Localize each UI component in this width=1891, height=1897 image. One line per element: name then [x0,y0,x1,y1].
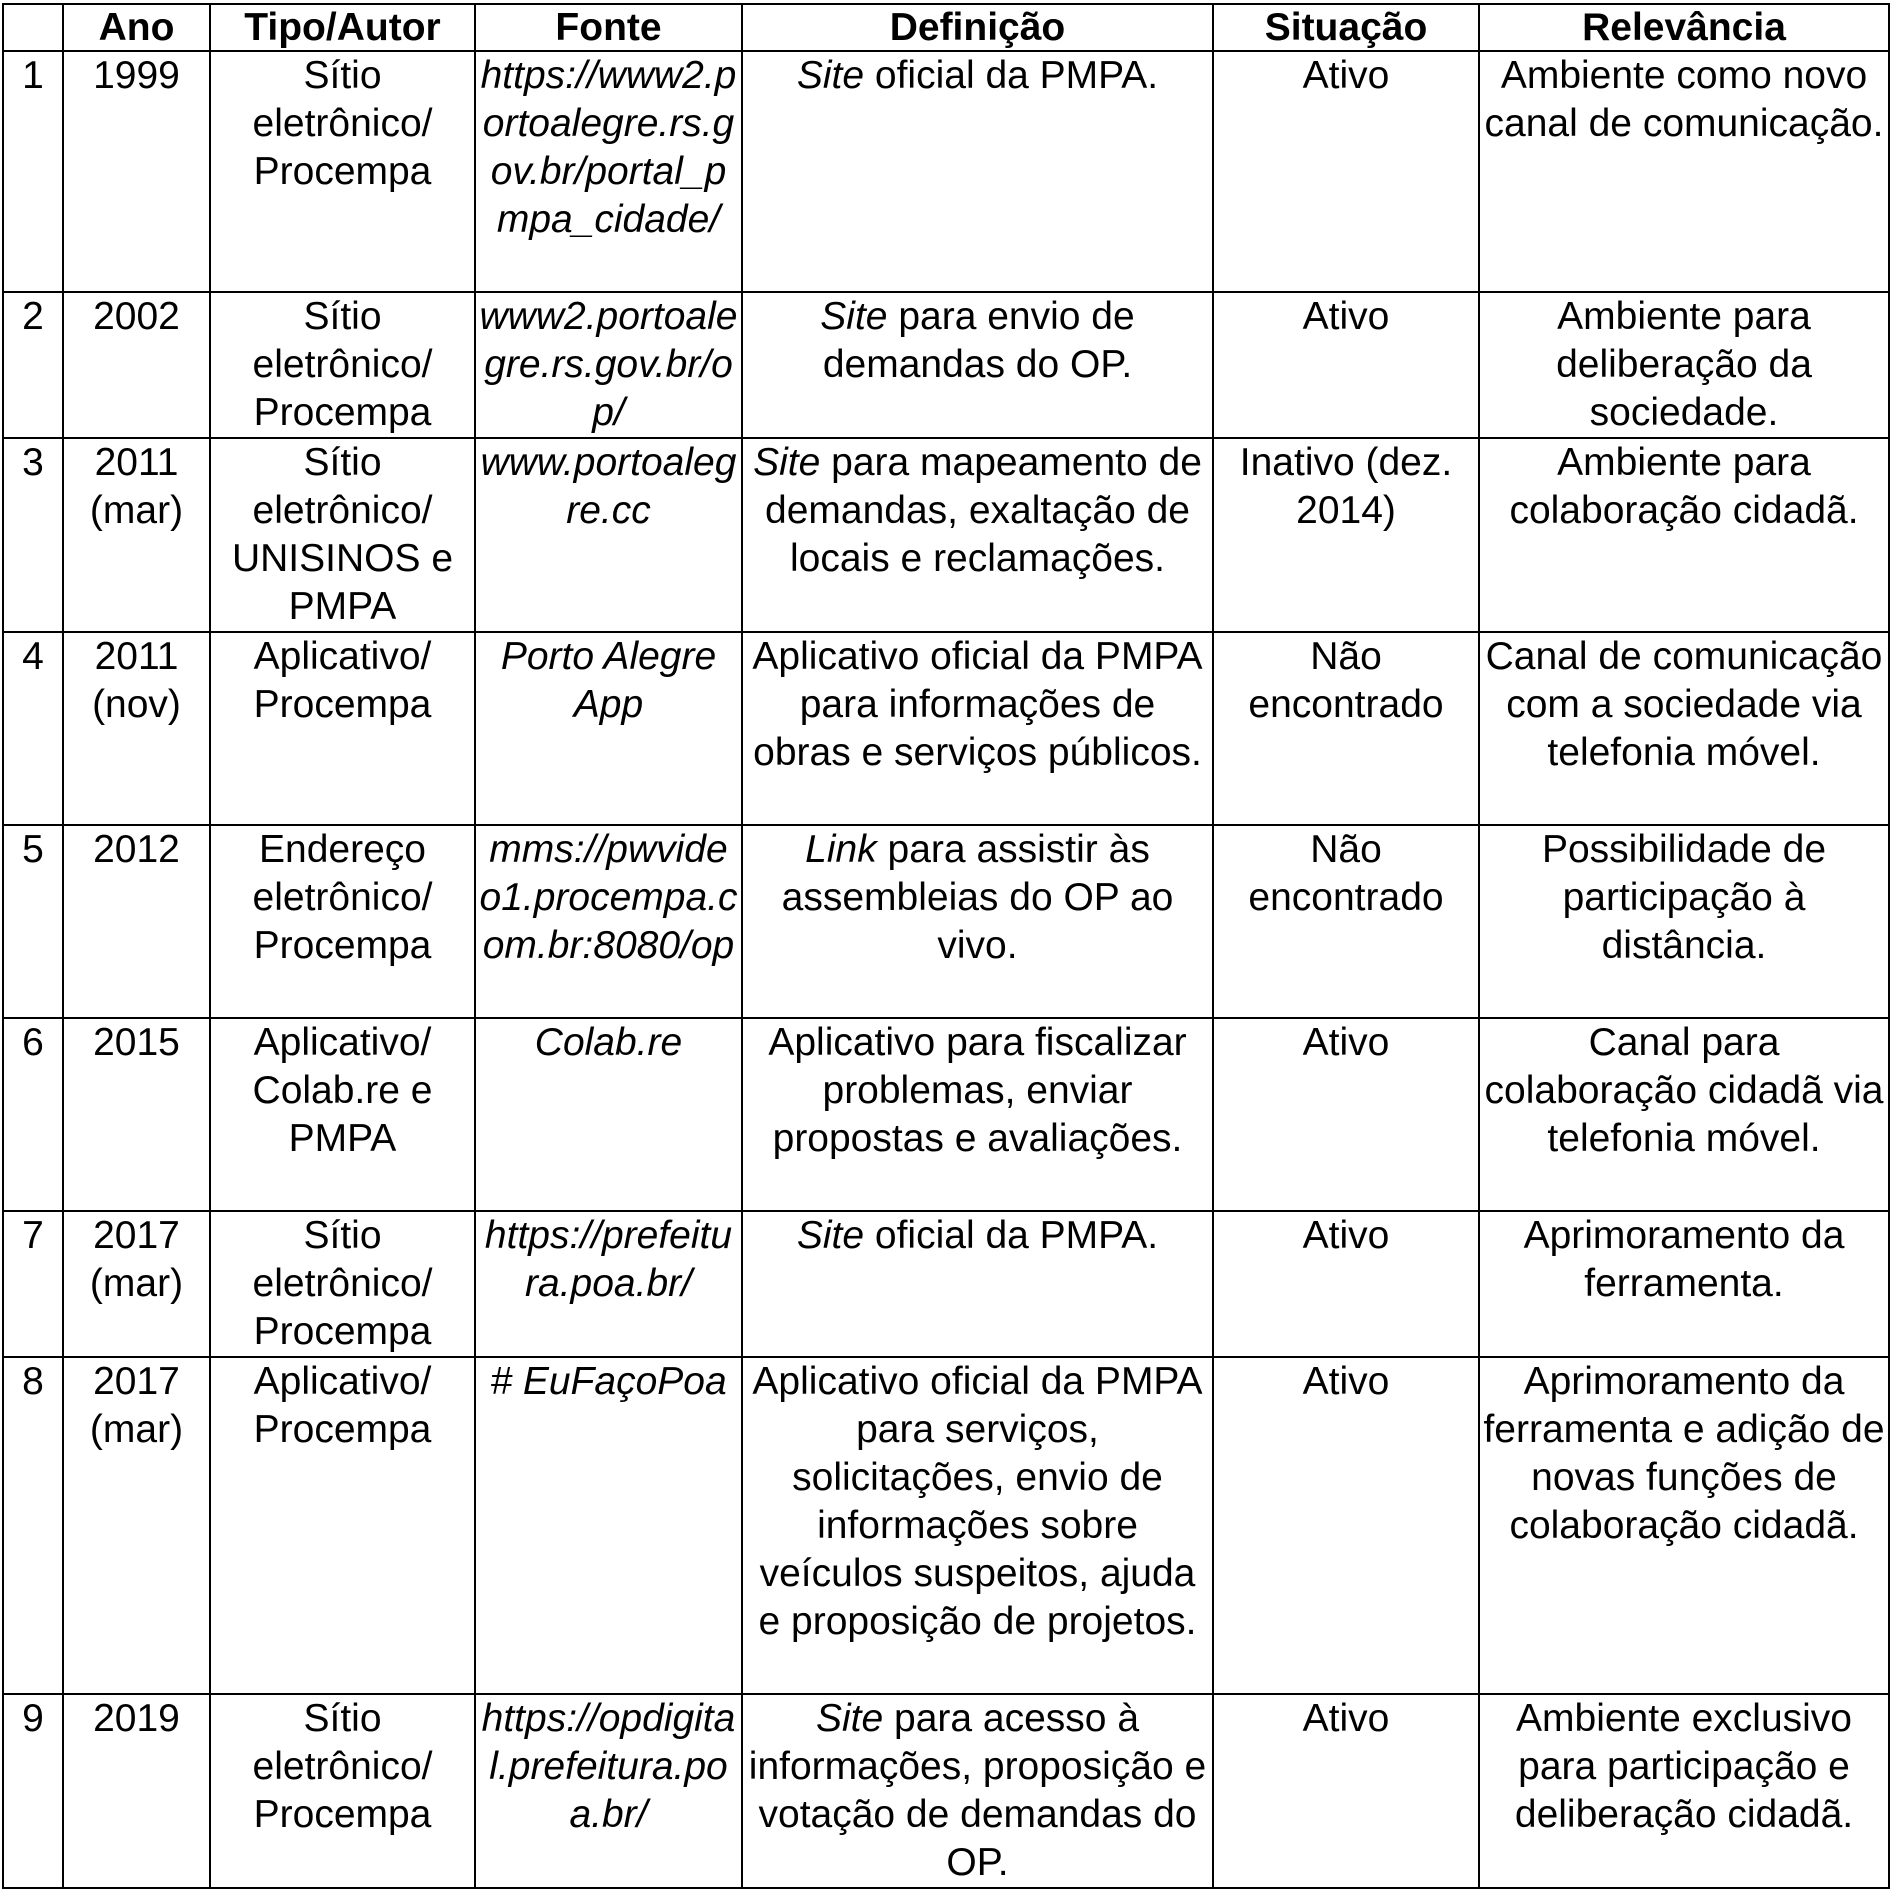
cell-situacao: Não encontrado [1213,825,1479,1018]
table-row [3,1694,1889,1888]
table-row [3,1357,1889,1694]
cell-num: 4 [3,632,63,825]
cell-definicao [742,1018,1213,1211]
definicao-text: oficial da PMPA. [864,1214,1159,1257]
table-row [3,632,1889,825]
cell-num: 1 [3,51,63,292]
cell-tipo-autor: Aplicativo/ Procempa [210,1357,475,1694]
cell-tipo-autor: Endereço eletrônico/ Procempa [210,825,475,1018]
header-num [3,4,63,51]
definicao-emphasis: Site [796,54,865,97]
table-row [3,438,1889,632]
definicao-text: Aplicativo oficial da PMPA para serviços, solicitações, envio de informações sobre veículos suspeitos, ajuda e proposição de projetos. [752,1360,1203,1643]
table-row [3,51,1889,292]
cell-tipo-autor: Sítio eletrônico/ Procempa [210,1211,475,1357]
cell-tipo-autor: Sítio eletrônico/ Procempa [210,1694,475,1888]
header-fonte: Fonte [475,4,742,51]
cell-situacao: Ativo [1213,1357,1479,1694]
cell-tipo-autor: Aplicativo/ Colab.re e PMPA [210,1018,475,1211]
cell-ano: 2011 (nov) [63,632,210,825]
cell-situacao: Ativo [1213,1694,1479,1888]
cell-relevancia: Ambiente para colaboração cidadã. [1479,438,1889,632]
table-row [3,825,1889,1018]
header-situacao: Situação [1213,4,1479,51]
cell-fonte: www2.portoalegre.rs.gov.br/op/ [475,292,742,438]
cell-num: 7 [3,1211,63,1357]
cell-fonte: mms://pwvideo1.procempa.com.br:8080/op [475,825,742,1018]
cell-tipo-autor: Sítio eletrônico/ Procempa [210,292,475,438]
cell-num: 2 [3,292,63,438]
cell-ano: 2015 [63,1018,210,1211]
cell-situacao: Ativo [1213,292,1479,438]
cell-fonte: Porto Alegre App [475,632,742,825]
cell-ano: 2011 (mar) [63,438,210,632]
cell-num: 9 [3,1694,63,1888]
header-row [3,4,1889,51]
header-ano: Ano [63,4,210,51]
cell-definicao [742,1357,1213,1694]
header-tipo-autor: Tipo/Autor [210,4,475,51]
cell-definicao [742,1694,1213,1888]
cell-relevancia: Aprimoramento da ferramenta. [1479,1211,1889,1357]
cell-definicao [742,292,1213,438]
cell-relevancia: Possibilidade de participação à distância. [1479,825,1889,1018]
cell-tipo-autor: Sítio eletrônico/ Procempa [210,51,475,292]
cell-fonte: # EuFaçoPoa [475,1357,742,1694]
definicao-emphasis: Site [796,1214,865,1257]
cell-situacao: Ativo [1213,51,1479,292]
definicao-text: para acesso à informações, proposição e votação de demandas do OP. [748,1697,1207,1884]
cell-ano: 2017 (mar) [63,1357,210,1694]
cell-ano: 1999 [63,51,210,292]
cell-fonte: https://www2.portoalegre.rs.gov.br/portal_pmpa_cidade/ [475,51,742,292]
cell-relevancia: Canal de comunicação com a sociedade via telefonia móvel. [1479,632,1889,825]
header-definicao: Definição [742,4,1213,51]
definicao-text: para mapeamento de demandas, exaltação de locais e reclamações. [765,441,1202,580]
cell-definicao [742,632,1213,825]
definicao-emphasis: Site [753,441,821,484]
definicao-emphasis: Site [820,295,888,338]
definicao-text: Aplicativo para fiscalizar problemas, enviar propostas e avaliações. [768,1021,1187,1160]
cell-fonte: https://prefeitura.poa.br/ [475,1211,742,1357]
cell-definicao [742,1211,1213,1357]
cell-ano: 2012 [63,825,210,1018]
definicao-emphasis: Link [805,828,877,871]
table-row [3,292,1889,438]
cell-fonte: www.portoalegre.cc [475,438,742,632]
cell-situacao: Ativo [1213,1211,1479,1357]
definicao-emphasis: Site [815,1697,884,1740]
header-relevancia: Relevância [1479,4,1889,51]
table-row [3,1211,1889,1357]
data-table [2,3,1890,1889]
cell-num: 3 [3,438,63,632]
cell-relevancia: Ambiente exclusivo para participação e deliberação cidadã. [1479,1694,1889,1888]
cell-situacao: Ativo [1213,1018,1479,1211]
cell-relevancia: Ambiente como novo canal de comunicação. [1479,51,1889,292]
cell-definicao [742,438,1213,632]
cell-ano: 2019 [63,1694,210,1888]
cell-fonte: https://opdigital.prefeitura.poa.br/ [475,1694,742,1888]
cell-tipo-autor: Sítio eletrônico/ UNISINOS e PMPA [210,438,475,632]
cell-situacao: Inativo (dez. 2014) [1213,438,1479,632]
table-row [3,1018,1889,1211]
definicao-text: oficial da PMPA. [864,54,1159,97]
definicao-text: para assistir às assembleias do OP ao vivo. [781,828,1174,967]
cell-ano: 2017 (mar) [63,1211,210,1357]
cell-definicao [742,825,1213,1018]
cell-definicao [742,51,1213,292]
cell-num: 6 [3,1018,63,1211]
cell-fonte: Colab.re [475,1018,742,1211]
cell-ano: 2002 [63,292,210,438]
cell-tipo-autor: Aplicativo/ Procempa [210,632,475,825]
cell-relevancia: Canal para colaboração cidadã via telefonia móvel. [1479,1018,1889,1211]
cell-situacao: Não encontrado [1213,632,1479,825]
cell-num: 8 [3,1357,63,1694]
cell-relevancia: Ambiente para deliberação da sociedade. [1479,292,1889,438]
cell-num: 5 [3,825,63,1018]
cell-relevancia: Aprimoramento da ferramenta e adição de novas funções de colaboração cidadã. [1479,1357,1889,1694]
definicao-text: Aplicativo oficial da PMPA para informações de obras e serviços públicos. [752,635,1203,774]
definicao-text: para envio de demandas do OP. [822,295,1135,386]
